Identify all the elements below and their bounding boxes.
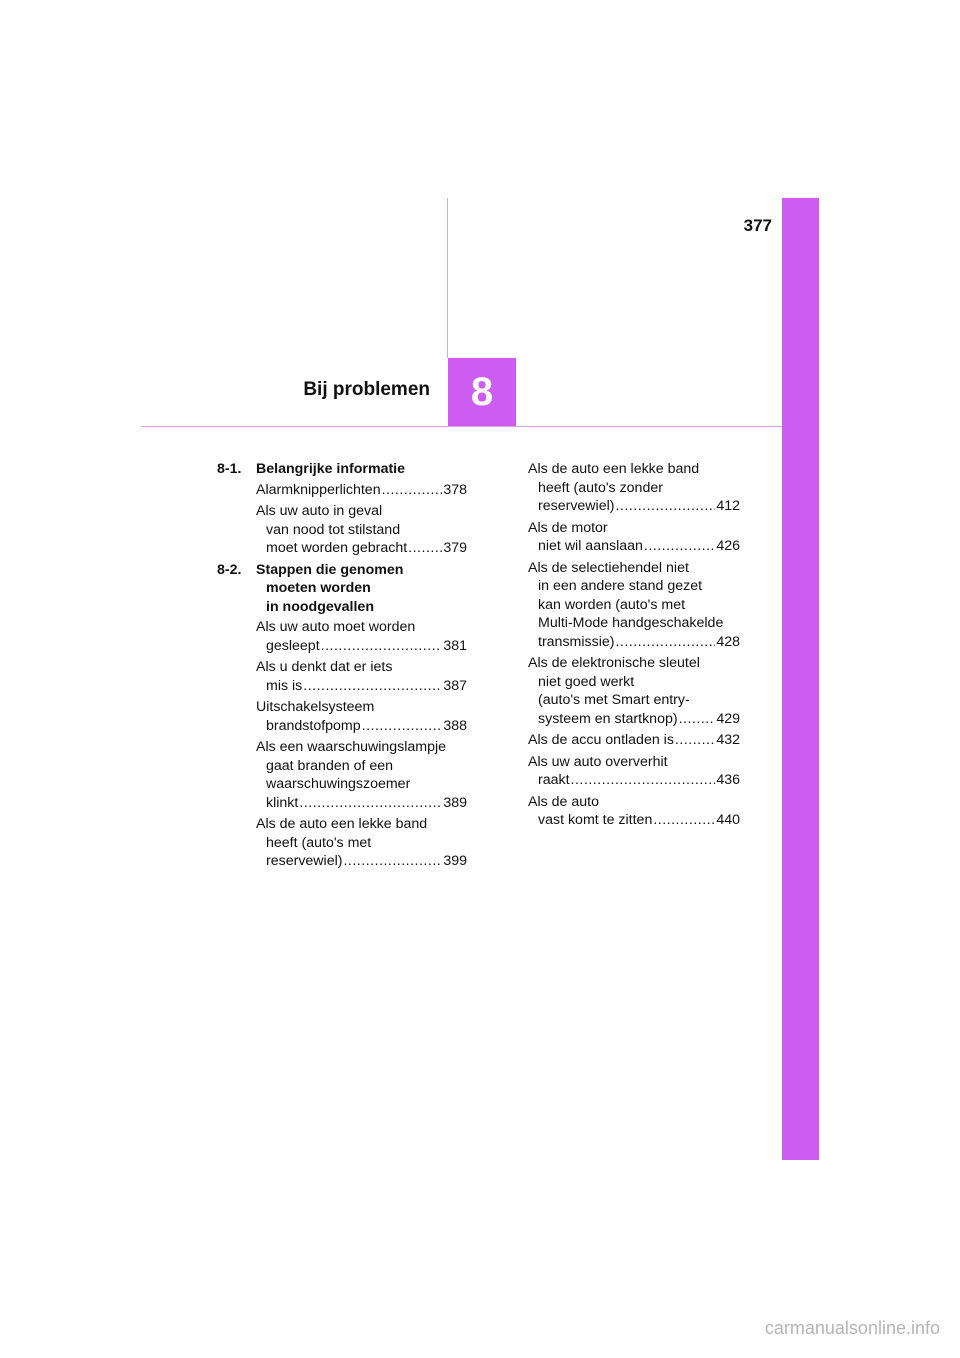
- chapter-title: Bij problemen: [303, 379, 430, 400]
- dot-leader: [615, 497, 715, 516]
- toc-entry-line: waarschuwingszoemer: [266, 776, 411, 792]
- toc-entry-line: Als u denkt dat er iets: [256, 659, 393, 675]
- toc-entry-line: in een andere stand gezet: [538, 578, 703, 594]
- toc-entry-last-line: [528, 731, 740, 750]
- toc-entry-line: Als de elektronische sleutel: [528, 655, 700, 671]
- toc-entry-line: Als de selectiehendel niet: [528, 559, 689, 576]
- toc-entry-line: raakt: [538, 772, 570, 788]
- toc-entry-line: reservewiel): [538, 498, 615, 514]
- dot-leader: [571, 771, 716, 790]
- toc-entry-line: reservewiel): [266, 853, 343, 869]
- header-horizontal-rule: [141, 426, 782, 427]
- toc-entry-line: brandstofpomp: [266, 717, 361, 734]
- dot-leader: [303, 677, 442, 696]
- toc-entry-last-line: [528, 633, 740, 652]
- toc-page-number: 387: [443, 677, 467, 694]
- toc-page-number: 388: [443, 717, 467, 734]
- page-number: 377: [743, 216, 772, 235]
- toc-entry-line: gaat branden of een: [266, 757, 394, 774]
- toc-entry-last-line: [256, 481, 467, 500]
- toc-entry-last-line: [256, 539, 467, 558]
- toc-page-number: 378: [443, 481, 467, 498]
- toc-entry-last-line: [256, 852, 467, 871]
- toc-page-number: 440: [716, 812, 740, 828]
- toc-entry[interactable]: [217, 502, 467, 558]
- toc-entry[interactable]: [217, 738, 467, 812]
- toc-entry-line: Alarmknipperlichten: [256, 481, 381, 498]
- dot-leader: [343, 852, 442, 871]
- toc-entry-line: heeft (auto's met: [266, 834, 372, 851]
- toc-entry-last-line: [528, 537, 740, 556]
- toc-section-heading[interactable]: [217, 561, 467, 617]
- dot-leader: [408, 539, 442, 558]
- toc-right-column: [528, 460, 740, 833]
- dot-leader: [615, 633, 715, 652]
- toc-entry[interactable]: [528, 793, 740, 830]
- toc-section-title-line: Belangrijke informatie: [256, 461, 406, 477]
- dot-leader: [299, 794, 442, 813]
- dot-leader: [653, 811, 715, 830]
- toc-entry[interactable]: [217, 815, 467, 871]
- toc-entry[interactable]: [528, 559, 740, 652]
- toc-entry-line: Als uw auto oververhit: [528, 753, 668, 770]
- toc-entry-line: vast komt te zitten: [538, 812, 653, 828]
- toc-entry[interactable]: [528, 731, 740, 750]
- toc-entry-line: Als de auto een lekke band: [528, 461, 700, 477]
- toc-left-column: [217, 460, 467, 874]
- toc-section-number: 8-2.: [217, 561, 242, 578]
- toc-entry-line: (auto's met Smart entry-: [538, 692, 690, 708]
- dot-leader: [675, 731, 715, 750]
- toc-entry-line: transmissie): [538, 633, 615, 650]
- toc-section-title: [256, 561, 467, 617]
- toc-entry[interactable]: [528, 519, 740, 556]
- toc-page-number: 429: [716, 710, 740, 727]
- toc-page-number: 412: [716, 498, 740, 514]
- toc-section-title-line: in noodgevallen: [266, 598, 374, 615]
- toc-entry-line: klinkt: [266, 794, 299, 811]
- toc-page-number: 436: [716, 772, 740, 788]
- toc-entry[interactable]: [217, 618, 467, 655]
- watermark: carmanualsonline.info: [764, 1318, 940, 1338]
- toc-entry-line: van nood tot stilstand: [266, 521, 401, 538]
- toc-entry[interactable]: [528, 753, 740, 790]
- dot-leader: [382, 481, 443, 500]
- toc-entry-line: Als de auto een lekke band: [256, 816, 428, 832]
- toc-entry-line: Uitschakelsysteem: [256, 699, 375, 715]
- toc-entry-last-line: [256, 717, 467, 736]
- toc-page-number: 399: [443, 853, 467, 869]
- toc-page-number: 432: [716, 732, 740, 748]
- toc-entry-line: Als een waarschuwingslampje: [256, 739, 447, 755]
- dot-leader: [362, 717, 443, 736]
- toc-entry-last-line: [528, 497, 740, 516]
- toc-entry-line: gesleept: [266, 637, 320, 654]
- toc-entry-line: moet worden gebracht: [266, 540, 408, 556]
- toc-entry-last-line: [528, 771, 740, 790]
- dot-leader: [321, 637, 443, 656]
- toc-section: [217, 561, 467, 871]
- toc-entry-line: Als de accu ontladen is: [528, 732, 674, 748]
- dot-leader: [644, 537, 715, 556]
- toc-entry-line: Als de motor: [528, 519, 608, 536]
- toc-entry-last-line: [256, 677, 467, 696]
- toc-page-number: 428: [716, 633, 740, 650]
- toc-entry-line: Als de auto: [528, 793, 599, 810]
- toc-section-heading[interactable]: [217, 460, 467, 479]
- toc-entry-line: Als uw auto in geval: [256, 503, 383, 519]
- toc-section-title-line: moeten worden: [266, 580, 371, 596]
- toc-section-number: 8-1.: [217, 461, 242, 477]
- toc-entry-line: Als uw auto moet worden: [256, 619, 416, 635]
- toc-entry[interactable]: [528, 654, 740, 728]
- toc-entry[interactable]: [528, 460, 740, 516]
- chapter-number-box: 8: [448, 358, 516, 426]
- toc-page-number: 389: [443, 794, 467, 811]
- toc-page-number: 379: [443, 540, 467, 556]
- toc-entry-line: heeft (auto's zonder: [538, 479, 663, 496]
- toc-entry-line: mis is: [266, 677, 303, 694]
- toc-section: [217, 460, 467, 558]
- toc-section-title-line: Stappen die genomen: [256, 561, 404, 578]
- toc-entry-last-line: [528, 811, 740, 830]
- toc-entry-line: systeem en startknop): [538, 710, 678, 727]
- toc-entry-line: Multi-Mode handgeschakelde: [538, 615, 724, 631]
- toc-page-number: 381: [443, 637, 467, 654]
- toc-entry[interactable]: [217, 481, 467, 500]
- toc-entry[interactable]: [217, 698, 467, 735]
- toc-entry-last-line: [256, 794, 467, 813]
- dot-leader: [679, 710, 716, 729]
- chapter-side-tab: [782, 198, 819, 1160]
- toc-entry-last-line: [256, 637, 467, 656]
- toc-entry-line: niet wil aanslaan: [538, 538, 643, 554]
- toc-entry-last-line: [528, 710, 740, 729]
- toc-entry-line: kan worden (auto's met: [538, 596, 686, 613]
- header-vertical-rule: [447, 198, 448, 358]
- toc-section-title: [256, 460, 467, 479]
- toc-page-number: 426: [716, 538, 740, 554]
- toc-entry-line: niet goed werkt: [538, 673, 635, 690]
- toc-entry[interactable]: [217, 658, 467, 695]
